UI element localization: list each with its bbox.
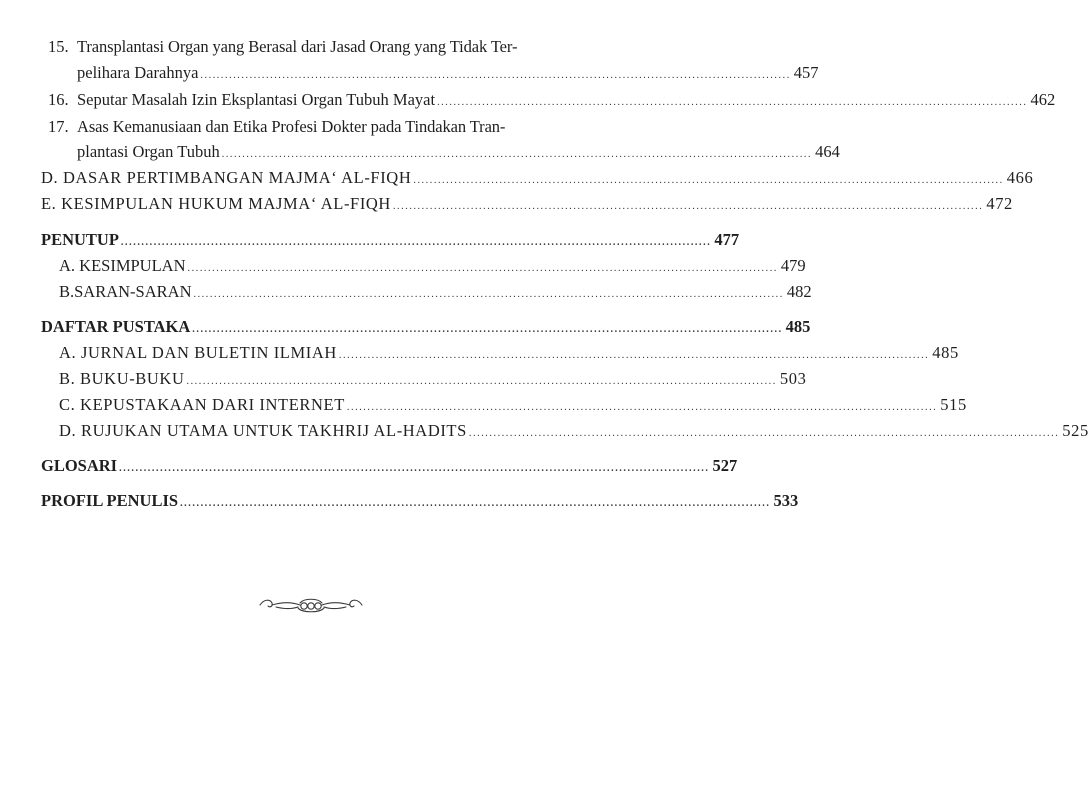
toc-section-glosari-page: 527 xyxy=(712,456,738,475)
toc-item-daftar-b-label: B. BUKU-BUKU xyxy=(59,369,185,388)
toc-item-daftar-d-page: 525 xyxy=(1062,421,1089,440)
leader-dots: ................................................................................................................................................ xyxy=(120,237,712,248)
leader-dots: ................................................................................................................................................ xyxy=(413,175,1004,186)
toc-item-d-page: 466 xyxy=(1006,168,1034,187)
toc-item-penutup-b[interactable] xyxy=(59,281,812,306)
toc-item-daftar-c-page: 515 xyxy=(940,395,967,414)
toc-item-15[interactable] xyxy=(77,62,819,87)
toc-item-daftar-d[interactable] xyxy=(59,420,1089,445)
toc-item-17-line2: plantasi Organ Tubuh xyxy=(77,142,220,161)
toc-item-daftar-b[interactable] xyxy=(59,368,807,393)
toc-item-daftar-a[interactable] xyxy=(59,342,959,367)
toc-section-penutup-label: PENUTUP xyxy=(41,230,119,249)
toc-item-15-page: 457 xyxy=(793,63,819,82)
toc-item-e-page: 472 xyxy=(986,194,1013,213)
leader-dots: ................................................................................................................................................ xyxy=(392,201,984,212)
scroll-ornament-icon xyxy=(256,594,366,616)
toc-section-penutup[interactable] xyxy=(41,229,740,254)
toc-item-daftar-b-page: 503 xyxy=(779,369,807,388)
leader-dots: ................................................................................................................................................ xyxy=(180,498,771,509)
toc-item-17-line1: Asas Kemanusiaan dan Etika Profesi Dokter pada Tindakan Tran- xyxy=(77,117,506,136)
leader-dots: ................................................................................................................................................ xyxy=(221,149,813,160)
toc-item-penutup-b-page: 482 xyxy=(786,282,812,301)
leader-dots: ................................................................................................................................................ xyxy=(346,402,938,413)
toc-item-17-number: 17. xyxy=(48,117,69,136)
toc-section-daftar-pustaka-label: DAFTAR PUSTAKA xyxy=(41,317,191,336)
leader-dots: ................................................................................................................................................ xyxy=(437,97,1028,108)
leader-dots: ................................................................................................................................................ xyxy=(338,350,930,361)
toc-item-daftar-c-label: C. KEPUSTAKAAN DARI INTERNET xyxy=(59,395,345,414)
leader-dots: ................................................................................................................................................ xyxy=(193,289,784,300)
toc-item-e[interactable] xyxy=(41,193,1013,218)
toc-item-17[interactable] xyxy=(77,141,840,166)
toc-item-16-label: Seputar Masalah Izin Eksplantasi Organ Tubuh Mayat xyxy=(77,90,436,109)
toc-item-penutup-a-label: A. KESIMPULAN xyxy=(59,256,186,275)
toc-item-15-line2: pelihara Darahnya xyxy=(77,63,199,82)
toc-item-16[interactable] xyxy=(77,89,1056,114)
toc-section-profil-penulis-page: 533 xyxy=(773,491,799,510)
leader-dots: ................................................................................................................................................ xyxy=(187,263,778,274)
leader-dots: ................................................................................................................................................ xyxy=(186,376,777,387)
toc-item-penutup-b-label: B.SARAN-SARAN xyxy=(59,282,192,301)
toc-item-16-number: 16. xyxy=(48,90,69,109)
leader-dots: ................................................................................................................................................ xyxy=(200,70,791,81)
leader-dots: ................................................................................................................................................ xyxy=(192,324,783,335)
leader-dots: ................................................................................................................................................ xyxy=(468,428,1060,439)
toc-item-daftar-a-label: A. JURNAL DAN BULETIN ILMIAH xyxy=(59,343,337,362)
leader-dots: ................................................................................................................................................ xyxy=(119,463,710,474)
toc-section-profil-penulis[interactable] xyxy=(41,490,799,515)
toc-section-glosari-label: GLOSARI xyxy=(41,456,118,475)
toc-item-penutup-a-page: 479 xyxy=(780,256,806,275)
toc-section-glosari[interactable] xyxy=(41,455,738,480)
toc-item-15-number: 15. xyxy=(48,37,69,56)
toc-item-16-page: 462 xyxy=(1030,90,1056,109)
toc-item-daftar-a-page: 485 xyxy=(932,343,959,362)
toc-item-daftar-d-label: D. RUJUKAN UTAMA UNTUK TAKHRIJ AL-HADITS xyxy=(59,421,467,440)
toc-item-15-line1: Transplantasi Organ yang Berasal dari Jasad Orang yang Tidak Ter- xyxy=(77,37,518,56)
toc-section-daftar-pustaka[interactable] xyxy=(41,316,811,341)
toc-item-penutup-a[interactable] xyxy=(59,255,806,280)
toc-section-penutup-page: 477 xyxy=(714,230,740,249)
toc-item-d[interactable] xyxy=(41,167,1034,192)
toc-item-daftar-c[interactable] xyxy=(59,394,967,419)
toc-section-daftar-pustaka-page: 485 xyxy=(785,317,811,336)
toc-section-profil-penulis-label: PROFIL PENULIS xyxy=(41,491,179,510)
toc-item-e-label: E. KESIMPULAN HUKUM MAJMA‘ AL-FIQH xyxy=(41,194,391,213)
toc-item-17-page: 464 xyxy=(815,142,840,161)
toc-item-d-label: D. DASAR PERTIMBANGAN MAJMA‘ AL-FIQH xyxy=(41,168,412,187)
